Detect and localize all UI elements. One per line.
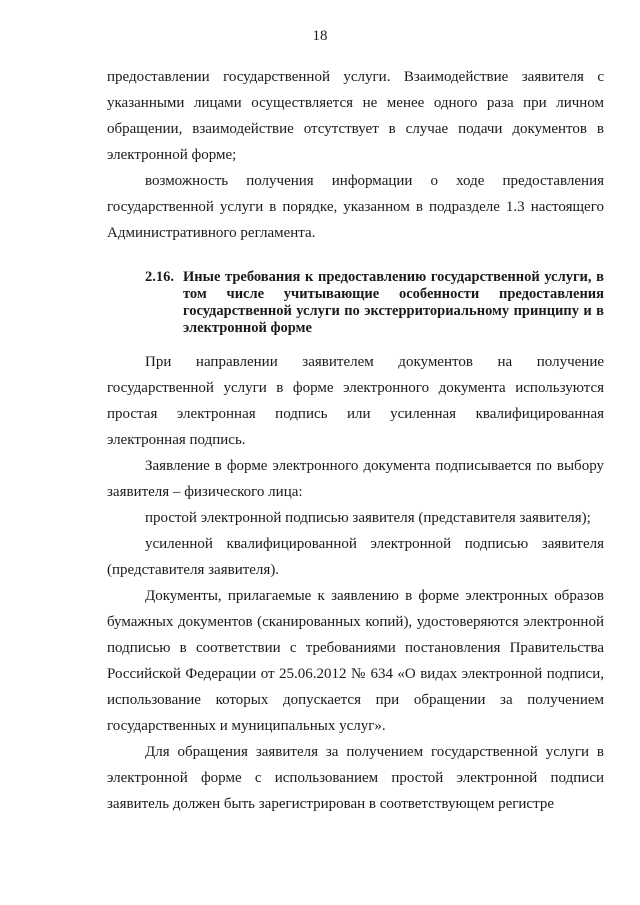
paragraph-attached-documents: Документы, прилагаемые к заявлению в форме электронных образов бумажных документов (сканированных копий), удостоверяются электронной подписью в соответствии с требованиями постановления Правительства Российской Федерации от 25.06.2012 № 634 «О видах электронной подписи, использование которых допускается при обращении за получением государственных и муниципальных услуг». <box>107 588 604 734</box>
page-number: 18 <box>312 28 328 44</box>
document-body <box>107 64 604 817</box>
section-title: Иные требования к предоставлению государственной услуги, в том числе учитывающие особенности предоставления государственной услуги по экстерриториальному принципу и в электронной форме <box>183 269 604 336</box>
section-number: 2.16. <box>145 269 174 285</box>
paragraph-info-possibility: возможность получения информации о ходе предоставления государственной услуги в порядке, указанном в подразделе 1.3 настоящего Административного регламента. <box>107 173 604 241</box>
paragraph-continuation: предоставлении государственной услуги. Взаимодействие заявителя с указанными лицами осуществляется не менее одного раза при личном обращении, взаимодействие отсутствует в случае подачи документов в электронной форме; <box>107 69 604 163</box>
paragraph-registration: Для обращения заявителя за получением государственной услуги в электронной форме с использованием простой электронной подписи заявитель должен быть зарегистрирован в соответствующем регистре <box>107 744 604 812</box>
paragraph-qualified-signature: усиленной квалифицированной электронной подписью заявителя (представителя заявителя). <box>107 536 604 578</box>
paragraph-application-signing: Заявление в форме электронного документа подписывается по выбору заявителя – физического лица: <box>107 458 604 500</box>
section-heading <box>107 269 604 337</box>
paragraph-signature-types: При направлении заявителем документов на получение государственной услуги в форме электронного документа используются простая электронная подпись или усиленная квалифицированная электронная подпись. <box>107 354 604 448</box>
paragraph-simple-signature: простой электронной подписью заявителя (представителя заявителя); <box>145 510 591 526</box>
